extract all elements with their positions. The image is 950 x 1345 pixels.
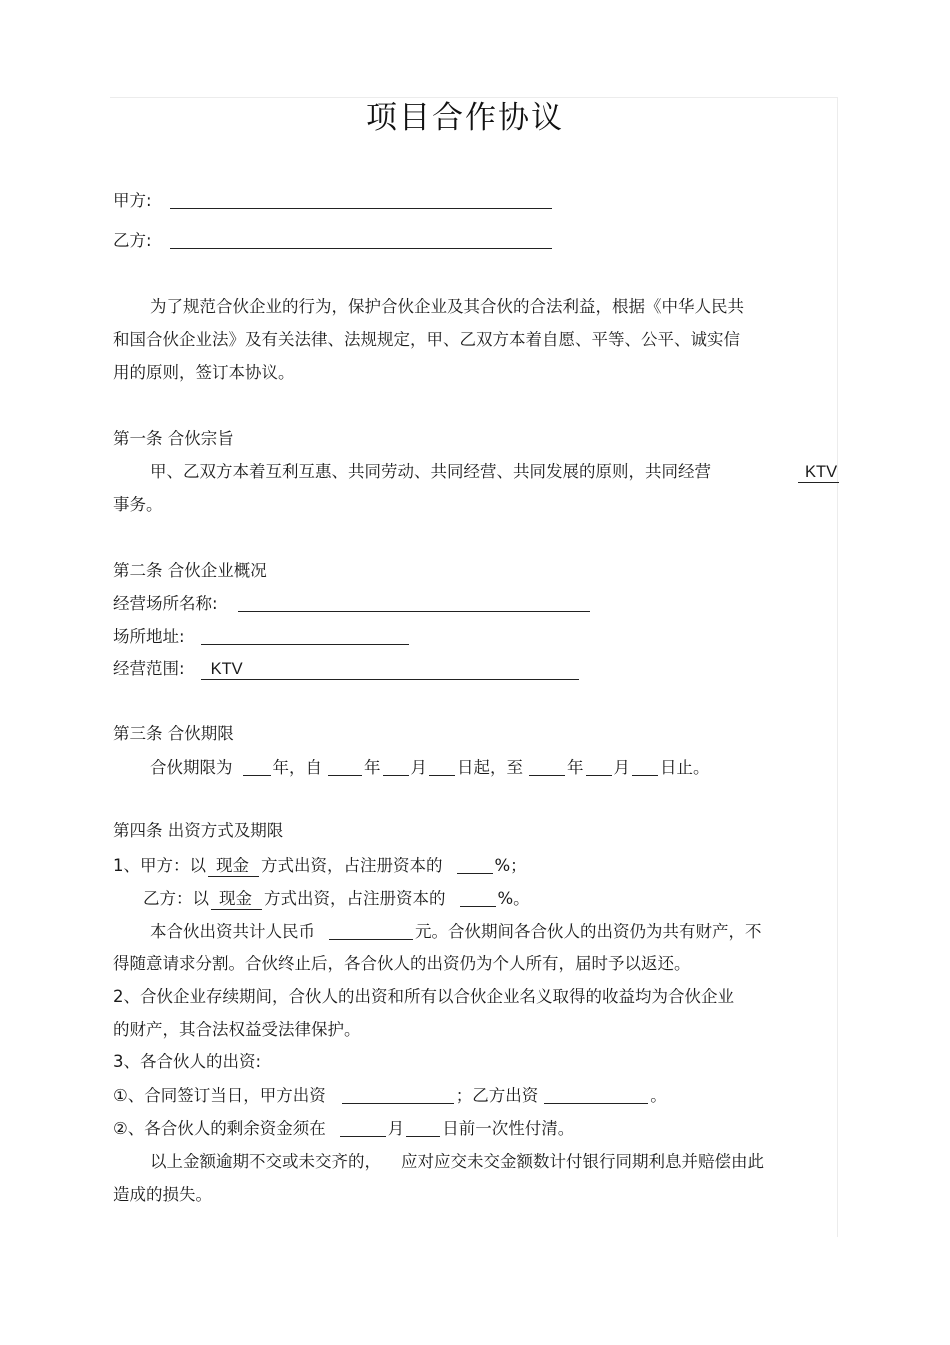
contribution-a-mid: 方式出资，占注册资本的 [261,856,443,875]
scope-row [113,658,581,680]
venue-name-row [113,592,592,615]
preamble-line-1: 为了规范合伙企业的行为，保护合伙企业及其合伙的合法利益，根据《中华人民共 [150,297,744,316]
start-month-blank[interactable] [383,756,409,776]
term-text-4: 月 [410,758,427,777]
article3-heading: 第三条 合伙期限 [113,724,234,743]
preamble-line-3: 用的原则，签订本协议。 [113,363,295,382]
total-text-1: 本合伙出资共计人民币 [150,922,315,941]
contribution-a-method[interactable]: 现金 [208,856,259,877]
contribution-b-mid: 方式出资，占注册资本的 [264,889,446,908]
term-text-3: 年 [364,758,381,777]
remaining-text-1: ②、各合伙人的剩余资金须在 [113,1119,326,1138]
remaining-funds-row [113,1117,574,1140]
preamble-line-2: 和国合伙企业法》及有关法律、法规规定，甲、乙双方本着自愿、平等、公平、诚实信 [113,330,740,349]
article1-text: 甲、乙双方本着互利互惠、共同劳动、共同经营、共同发展的原则，共同经营 [150,462,711,481]
venue-address-label: 场所地址: [113,627,185,646]
article1-heading: 第一条 合伙宗旨 [113,429,234,448]
late-text-1: 以上金额逾期不交或未交齐的， [150,1152,381,1171]
term-text-5: 日起，至 [457,758,523,777]
article1-text-end: 事务。 [113,495,163,514]
term-row [150,756,710,779]
contribution-day-text-2: ；乙方出资 [455,1086,539,1105]
document-title: 项目合作协议 [366,100,564,136]
contribution-day-text-3: 。 [650,1086,667,1105]
start-day-blank[interactable] [429,756,455,776]
total-amount-blank[interactable] [329,920,413,940]
contribution-a-row [113,854,527,877]
contribution-b-percent-blank[interactable] [460,887,496,907]
term-text-6: 年 [567,758,584,777]
contribution-day-row [113,1084,667,1107]
total-row [150,920,762,943]
article1-business-value: KTV [798,462,839,483]
party-a-label: 甲方: [113,191,152,210]
total-text-2: 元。合伙期间各合伙人的出资仍为共有财产，不 [415,922,762,941]
remaining-text-3: 日前一次性付清。 [442,1119,575,1138]
contribution-a-percent-blank[interactable] [457,854,493,874]
late-payment-line-2: 造成的损失。 [113,1185,212,1204]
venue-address-blank[interactable] [201,625,409,645]
term-text-8: 日止。 [660,758,710,777]
total-line-2: 得随意请求分割。合伙终止后，各合伙人的出资仍为个人所有，届时予以返还。 [113,954,691,973]
article2-heading: 第二条 合伙企业概况 [113,561,267,580]
item2-line-1: 2、合伙企业存续期间，合伙人的出资和所有以合伙企业名义取得的收益均为合伙企业 [113,987,734,1006]
remaining-day-blank[interactable] [406,1117,440,1137]
end-month-blank[interactable] [586,756,612,776]
contribution-day-text-1: ①、合同签订当日，甲方出资 [113,1086,326,1105]
contribution-b-prefix: 乙方：以 [143,889,209,908]
venue-name-label: 经营场所名称: [113,594,218,613]
party-b-row [113,229,554,252]
party-a-row [113,189,554,212]
term-text-7: 月 [613,758,630,777]
party-b-blank[interactable] [170,229,552,249]
term-years-blank[interactable] [243,756,271,776]
party-a-blank[interactable] [170,189,552,209]
contribution-a-prefix: 1、甲方：以 [113,856,206,875]
start-year-blank[interactable] [328,756,362,776]
contribution-b-row [143,887,530,910]
term-text-2: 年，自 [272,758,322,777]
late-text-2: 应对应交未交金额数计付银行同期利息并赔偿由此 [401,1152,764,1171]
item2-line-2: 的财产，其合法权益受法律保护。 [113,1020,361,1039]
end-year-blank[interactable] [529,756,565,776]
contribution-a-suffix: %； [494,856,527,875]
contribution-b-suffix: %。 [497,889,530,908]
article1-text-row [150,461,711,483]
article1-business-field[interactable] [796,461,841,483]
scope-value[interactable]: KTV [201,659,579,680]
party-b-label: 乙方: [113,231,152,250]
venue-name-blank[interactable] [238,592,590,612]
remaining-text-2: 月 [387,1119,405,1138]
party-b-initial-blank[interactable] [544,1084,648,1104]
term-text-1: 合伙期限为 [150,758,233,777]
remaining-month-blank[interactable] [340,1117,386,1137]
scope-label: 经营范围: [113,659,185,678]
party-a-initial-blank[interactable] [342,1084,454,1104]
item3-heading: 3、各合伙人的出资: [113,1052,262,1071]
end-day-blank[interactable] [632,756,658,776]
late-payment-row [150,1151,764,1173]
contribution-b-method[interactable]: 现金 [211,889,262,910]
venue-address-row [113,625,411,648]
page-border-right [837,97,838,1237]
article4-heading: 第四条 出资方式及期限 [113,821,284,840]
